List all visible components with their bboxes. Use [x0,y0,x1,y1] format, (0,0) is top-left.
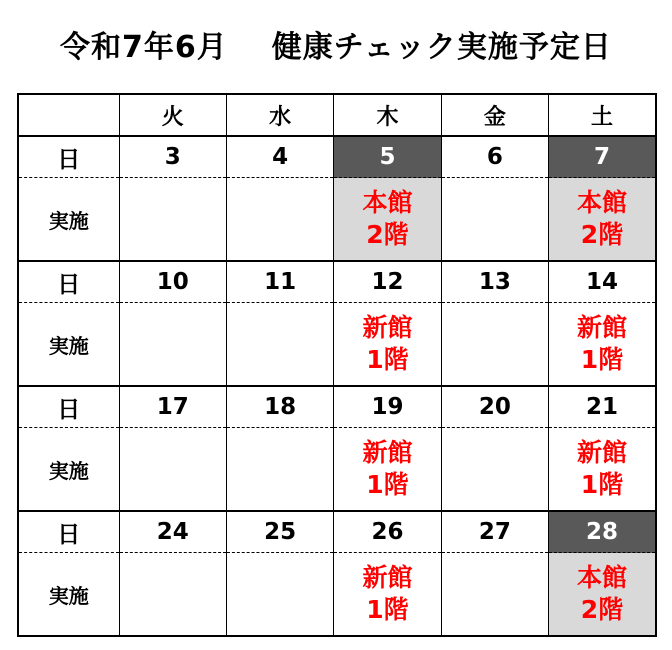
event-floor: 1階 [366,595,409,624]
implementation-row-label: 実施 [18,428,119,512]
date-cell: 3 [119,136,226,178]
date-cell: 13 [441,261,548,303]
event-floor: 1階 [580,470,624,499]
date-row-label: 日 [18,386,119,428]
date-cell-highlighted: 5 [334,136,441,178]
date-cell: 11 [226,261,333,303]
date-cell: 14 [549,261,656,303]
event-building: 新館 [577,313,628,342]
event-cell-empty [226,553,333,637]
date-row-label: 日 [18,261,119,303]
date-cell: 10 [119,261,226,303]
event-cell [549,553,656,637]
event-cell-empty [226,428,333,512]
event-cell [334,428,441,512]
weekday-header-fri: 金 [441,94,548,136]
event-cell-empty [119,428,226,512]
date-cell: 17 [119,386,226,428]
date-cell: 26 [334,511,441,553]
date-cell: 19 [334,386,441,428]
date-row-week-4 [18,511,656,553]
implementation-row-label: 実施 [18,178,119,262]
date-row-label: 日 [18,136,119,178]
date-cell: 27 [441,511,548,553]
date-cell: 6 [441,136,548,178]
title-era-month: 令和7年6月 [60,30,228,65]
event-cell-empty [119,303,226,387]
date-cell-highlighted: 7 [549,136,656,178]
corner-cell [18,94,119,136]
event-building: 本館 [362,188,413,217]
weekday-header-wed: 水 [226,94,333,136]
date-row-label: 日 [18,511,119,553]
date-cell-highlighted: 28 [549,511,656,553]
date-cell: 12 [334,261,441,303]
event-cell-empty [226,178,333,262]
title-heading: 健康チェック実施予定日 [271,30,612,65]
event-building: 新館 [577,438,628,467]
event-building: 本館 [577,563,628,592]
event-building: 新館 [362,313,413,342]
event-floor: 1階 [580,345,624,374]
page-title [0,18,672,70]
implementation-row-label: 実施 [18,303,119,387]
event-cell [334,178,441,262]
event-cell-empty [441,178,548,262]
event-cell [549,303,656,387]
event-floor: 2階 [366,220,409,249]
event-cell [334,303,441,387]
date-cell: 20 [441,386,548,428]
schedule-calendar [17,93,657,637]
event-building: 新館 [362,438,413,467]
implementation-row-week-1 [18,178,656,262]
event-cell-empty [226,303,333,387]
date-cell: 24 [119,511,226,553]
event-floor: 1階 [366,345,409,374]
date-cell: 18 [226,386,333,428]
implementation-row-week-2 [18,303,656,387]
event-building: 新館 [362,563,413,592]
date-cell: 4 [226,136,333,178]
event-cell [549,178,656,262]
weekday-header-row [18,94,656,136]
implementation-row-label: 実施 [18,553,119,637]
event-cell-empty [441,553,548,637]
date-row-week-2 [18,261,656,303]
event-floor: 2階 [580,595,624,624]
weekday-header-sat: 土 [549,94,656,136]
event-cell-empty [119,178,226,262]
date-cell: 25 [226,511,333,553]
event-cell [334,553,441,637]
date-row-week-3 [18,386,656,428]
event-floor: 2階 [580,220,624,249]
event-cell-empty [441,303,548,387]
weekday-header-tue: 火 [119,94,226,136]
event-floor: 1階 [366,470,409,499]
event-cell-empty [119,553,226,637]
date-cell: 21 [549,386,656,428]
weekday-header-thu: 木 [334,94,441,136]
event-cell [549,428,656,512]
implementation-row-week-4 [18,553,656,637]
implementation-row-week-3 [18,428,656,512]
date-row-week-1 [18,136,656,178]
event-cell-empty [441,428,548,512]
event-building: 本館 [577,188,628,217]
